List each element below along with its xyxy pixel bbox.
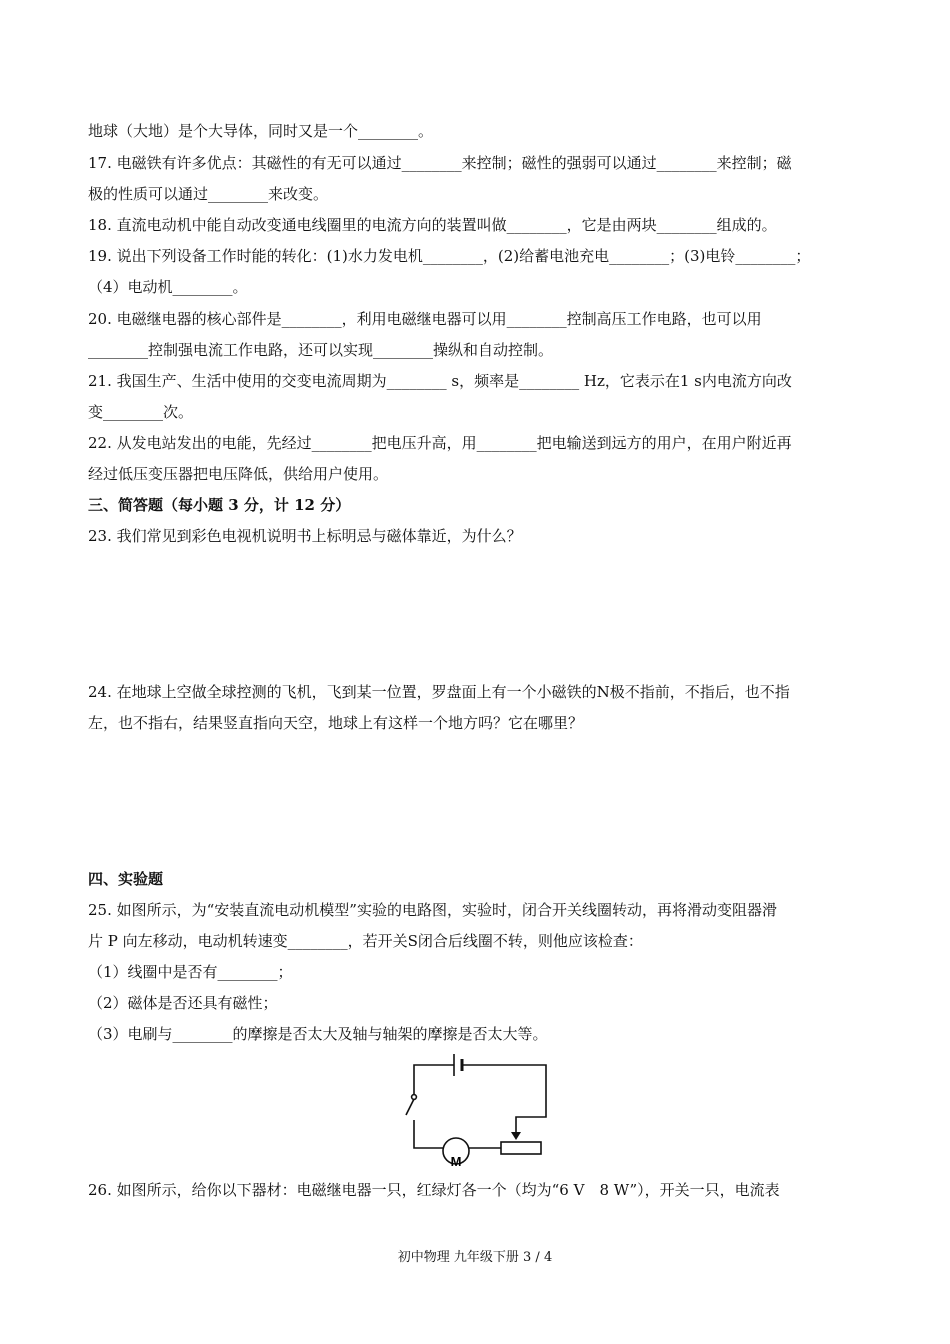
question-22: 22. 从发电站发出的电能，先经过________把电压升高，用________把电输送到远方的用户，在用户附近再: [88, 434, 792, 452]
text-line: 片 P 向左移动，电动机转速变________，若开关S闭合后线圈不转，则他应该检查：: [88, 932, 643, 950]
text-line: （4）电动机________。: [88, 278, 248, 296]
question-24: 24. 在地球上空做全球控测的飞机，飞到某一位置，罗盘面上有一个小磁铁的N极不指前，不指后，也不指: [88, 683, 790, 701]
question-26: 26. 如图所示，给你以下器材：电磁继电器一只，红绿灯各一个（均为“6 V 8 W”），开关一只，电流表: [88, 1181, 780, 1199]
question-20: 20. 电磁继电器的核心部件是________，利用电磁继电器可以用________控制高压工作电路，也可以用: [88, 310, 762, 328]
question-18: 18. 直流电动机中能自动改变通电线圈里的电流方向的装置叫做________，它是由两块________组成的。: [88, 216, 777, 234]
text-line: 变________次。: [88, 403, 194, 421]
text-line: ________控制强电流工作电路，还可以实现________操纵和自动控制。: [88, 341, 554, 359]
question-17: 17. 电磁铁有许多优点：其磁性的有无可以通过________来控制；磁性的强弱可以通过________来控制；磁: [88, 154, 792, 172]
q25-check-3: （3）电刷与________的摩擦是否太大及轴与轴架的摩擦是否太大等。: [88, 1025, 548, 1043]
q25-check-1: （1）线圈中是否有________；: [88, 963, 293, 981]
question-19: 19. 说出下列设备工作时能的转化：(1)水力发电机________，(2)给蓄电池充电________；(3)电铃________；: [88, 247, 811, 265]
section-4-title: 四、实验题: [88, 870, 164, 888]
question-25: 25. 如图所示，为“安装直流电动机模型”实验的电路图，实验时，闭合开关线圈转动，再将滑动变阻器滑: [88, 901, 777, 919]
question-23: 23. 我们常见到彩色电视机说明书上标明忌与磁体靠近，为什么？: [88, 527, 522, 545]
motor-label: M: [450, 1154, 462, 1169]
circuit-diagram: [396, 1050, 556, 1170]
text-line: 地球（大地）是个大导体，同时又是一个________。: [88, 122, 434, 140]
question-21: 21. 我国生产、生活中使用的交变电流周期为________ s，频率是________ Hz，它表示在1 s内电流方向改: [88, 372, 792, 390]
q25-check-2: （2）磁体是否还具有磁性；: [88, 994, 278, 1012]
text-line: 经过低压变压器把电压降低，供给用户使用。: [88, 465, 389, 483]
page-footer: 初中物理 九年级下册 3 / 4: [397, 1250, 553, 1265]
section-3-title: 三、简答题（每小题 3 分，计 12 分）: [88, 496, 351, 514]
slider-arrow-icon: [511, 1132, 521, 1140]
text-line: 极的性质可以通过________来改变。: [88, 185, 329, 203]
text-line: 左，也不指右，结果竖直指向天空，地球上有这样一个地方吗？它在哪里？: [88, 714, 584, 732]
